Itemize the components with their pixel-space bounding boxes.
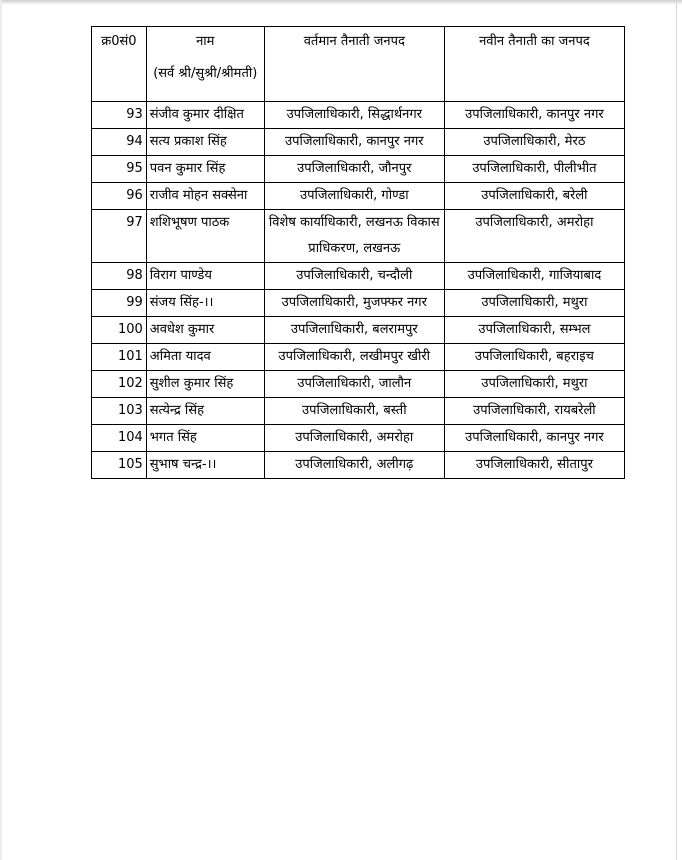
current-posting-cell: उपजिलाधिकारी, अलीगढ़ — [264, 452, 444, 479]
name-cell: अमिता यादव — [146, 344, 264, 371]
name-cell: अवधेश कुमार — [146, 317, 264, 344]
serial-cell: 94 — [92, 129, 147, 156]
table-row — [92, 102, 625, 129]
table-row — [92, 425, 625, 452]
serial-cell: 100 — [92, 317, 147, 344]
current-posting-cell: उपजिलाधिकारी, जालौन — [264, 371, 444, 398]
new-posting-cell: उपजिलाधिकारी, कानपुर नगर — [444, 425, 624, 452]
current-posting-cell: उपजिलाधिकारी, लखीमपुर खीरी — [264, 344, 444, 371]
serial-cell: 102 — [92, 371, 147, 398]
name-cell: सुशील कुमार सिंह — [146, 371, 264, 398]
header-serial: क्र0सं0 — [92, 27, 147, 102]
page-right-edge — [676, 0, 677, 860]
name-cell: सत्येन्द्र सिंह — [146, 398, 264, 425]
table-row — [92, 398, 625, 425]
new-posting-cell: उपजिलाधिकारी, सम्भल — [444, 317, 624, 344]
serial-cell: 97 — [92, 210, 147, 263]
new-posting-cell: उपजिलाधिकारी, बरेली — [444, 183, 624, 210]
current-posting-cell: उपजिलाधिकारी, कानपुर नगर — [264, 129, 444, 156]
table-header-row — [92, 27, 625, 102]
current-posting-cell: उपजिलाधिकारी, जौनपुर — [264, 156, 444, 183]
table-row — [92, 344, 625, 371]
name-cell: शशिभूषण पाठक — [146, 210, 264, 263]
name-cell: विराग पाण्डेय — [146, 263, 264, 290]
current-posting-cell: उपजिलाधिकारी, बस्ती — [264, 398, 444, 425]
current-posting-cell: उपजिलाधिकारी, बलरामपुर — [264, 317, 444, 344]
new-posting-cell: उपजिलाधिकारी, पीलीभीत — [444, 156, 624, 183]
table-row — [92, 371, 625, 398]
name-cell: संजय सिंह-।। — [146, 290, 264, 317]
header-new-posting: नवीन तैनाती का जनपद — [444, 27, 624, 102]
serial-cell: 95 — [92, 156, 147, 183]
current-posting-cell: उपजिलाधिकारी, चन्दौली — [264, 263, 444, 290]
viewer-left-edge — [0, 0, 2, 860]
table-row — [92, 452, 625, 479]
current-posting-cell: विशेष कार्याधिकारी, लखनऊ विकास प्राधिकरण, लखनऊ — [264, 210, 444, 263]
name-cell: सत्य प्रकाश सिंह — [146, 129, 264, 156]
viewer-top-edge — [0, 0, 682, 5]
table-row — [92, 183, 625, 210]
new-posting-cell: उपजिलाधिकारी, गाजियाबाद — [444, 263, 624, 290]
current-posting-cell: उपजिलाधिकारी, गोण्डा — [264, 183, 444, 210]
serial-cell: 104 — [92, 425, 147, 452]
new-posting-cell: उपजिलाधिकारी, कानपुर नगर — [444, 102, 624, 129]
serial-cell: 103 — [92, 398, 147, 425]
header-current-posting: वर्तमान तैनाती जनपद — [264, 27, 444, 102]
header-name-title: नाम — [196, 34, 215, 49]
header-name — [146, 27, 264, 102]
new-posting-cell: उपजिलाधिकारी, मेरठ — [444, 129, 624, 156]
serial-cell: 105 — [92, 452, 147, 479]
new-posting-cell: उपजिलाधिकारी, मथुरा — [444, 290, 624, 317]
transfer-table — [91, 26, 625, 479]
table-row — [92, 156, 625, 183]
new-posting-cell: उपजिलाधिकारी, रायबरेली — [444, 398, 624, 425]
new-posting-cell: उपजिलाधिकारी, बहराइच — [444, 344, 624, 371]
name-cell: राजीव मोहन सक्सेना — [146, 183, 264, 210]
name-cell: सुभाष चन्द्र-।। — [146, 452, 264, 479]
serial-cell: 101 — [92, 344, 147, 371]
table-row — [92, 263, 625, 290]
name-cell: पवन कुमार सिंह — [146, 156, 264, 183]
header-name-subtitle: (सर्व श्री/सुश्री/श्रीमती) — [153, 66, 258, 81]
current-posting-cell: उपजिलाधिकारी, अमरोहा — [264, 425, 444, 452]
new-posting-cell: उपजिलाधिकारी, सीतापुर — [444, 452, 624, 479]
current-posting-cell: उपजिलाधिकारी, मुजफ्फर नगर — [264, 290, 444, 317]
serial-cell: 98 — [92, 263, 147, 290]
name-cell: भगत सिंह — [146, 425, 264, 452]
serial-cell: 96 — [92, 183, 147, 210]
serial-cell: 99 — [92, 290, 147, 317]
table-row — [92, 290, 625, 317]
serial-cell: 93 — [92, 102, 147, 129]
name-cell: संजीव कुमार दीक्षित — [146, 102, 264, 129]
table-row — [92, 129, 625, 156]
current-posting-cell: उपजिलाधिकारी, सिद्धार्थनगर — [264, 102, 444, 129]
table-row — [92, 210, 625, 263]
new-posting-cell: उपजिलाधिकारी, मथुरा — [444, 371, 624, 398]
new-posting-cell: उपजिलाधिकारी, अमरोहा — [444, 210, 624, 263]
table-row — [92, 317, 625, 344]
